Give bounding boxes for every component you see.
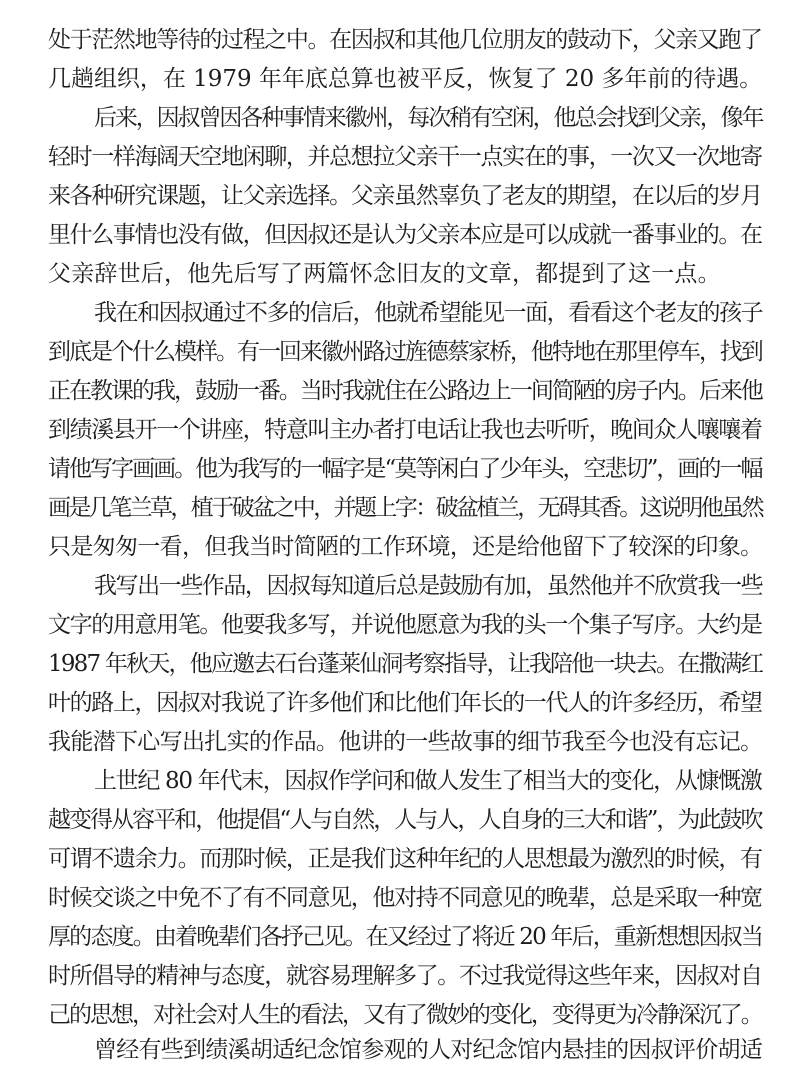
text-line: 来各种研究课题，让父亲选择。父亲虽然辜负了老友的期望，在以后的岁月 [48,183,762,209]
text-line: 父亲辞世后，他先后写了两篇怀念旧友的文章，都提到了这一点。 [48,261,721,287]
text-line: 己的思想，对社会对人生的看法，又有了微妙的变化，变得更为冷静深沉了。 [48,1002,762,1028]
text-line: 越变得从容平和，他提倡“人与自然，人与人，人自身的三大和谐”，为此鼓吹 [48,807,762,833]
paragraph-first-line: 我在和因叔通过不多的信后，他就希望能见一面，看看这个老友的孩子 [94,300,763,326]
paragraph-first-line: 上世纪 80 年代末，因叔作学问和做人发生了相当大的变化，从慷慨激 [94,768,762,794]
text-line: 我能潜下心写出扎实的作品。他讲的一些故事的细节我至今也没有忘记。 [48,729,763,755]
text-line: 轻时一样海阔天空地闲聊，并总想拉父亲干一点实在的事，一次又一次地寄 [48,144,762,170]
text-line: 几趟组织，在 1979 年年底总算也被平反，恢复了 20 多年前的待遇。 [48,66,763,92]
text-line: 里什么事情也没有做，但因叔还是认为父亲本应是可以成就一番事业的。在 [48,222,762,248]
text-line: 1987 年秋天，他应邀去石台蓬莱仙洞考察指导，让我陪他一块去。在撒满红 [48,651,763,677]
paragraph-first-line: 后来，因叔曾因各种事情来徽州，每次稍有空闲，他总会找到父亲，像年 [94,105,763,131]
text-line: 可谓不遗余力。而那时候，正是我们这种年纪的人思想最为激烈的时候，有 [48,846,762,872]
text-line: 时所倡导的精神与态度，就容易理解多了。不过我觉得这些年来，因叔对自 [48,963,762,989]
text-line: 画是几笔兰草，植于破盆之中，并题上字：破盆植兰，无碍其香。这说明他虽然 [48,495,763,521]
text-line: 处于茫然地等待的过程之中。在因叔和其他几位朋友的鼓动下，父亲又跑了 [48,27,762,53]
text-line: 到底是个什么模样。有一回来徽州路过旌德蔡家桥，他特地在那里停车，找到 [48,339,762,365]
text-line: 叶的路上，因叔对我说了许多他们和比他们年长的一代人的许多经历，希望 [48,690,762,716]
text-line: 到绩溪县开一个讲座，特意叫主办者打电话让我也去听听，晚间众人嚷嚷着 [48,417,762,443]
text-line: 请他写字画画。他为我写的一幅字是“莫等闲白了少年头，空悲切”，画的一幅 [48,456,762,482]
paragraph-first-line: 曾经有些到绩溪胡适纪念馆参观的人对纪念馆内悬挂的因叔评价胡适 [94,1037,763,1063]
text-line: 只是匆匆一看，但我当时简陋的工作环境，还是给他留下了较深的印象。 [48,534,763,560]
text-line: 文字的用意用笔。他要我多写，并说他愿意为我的头一个集子写序。大约是 [48,612,762,638]
text-line: 厚的态度。由着晚辈们各抒己见。在又经过了将近 20 年后，重新想想因叔当 [48,924,763,950]
paragraph-first-line: 我写出一些作品，因叔每知道后总是鼓励有加，虽然他并不欣赏我一些 [94,573,763,599]
text-line: 正在教课的我，鼓励一番。当时我就住在公路边上一间简陋的房子内。后来他 [48,378,762,404]
text-line: 时候交谈之中免不了有不同意见，他对持不同意见的晚辈，总是采取一种宽 [48,885,762,911]
